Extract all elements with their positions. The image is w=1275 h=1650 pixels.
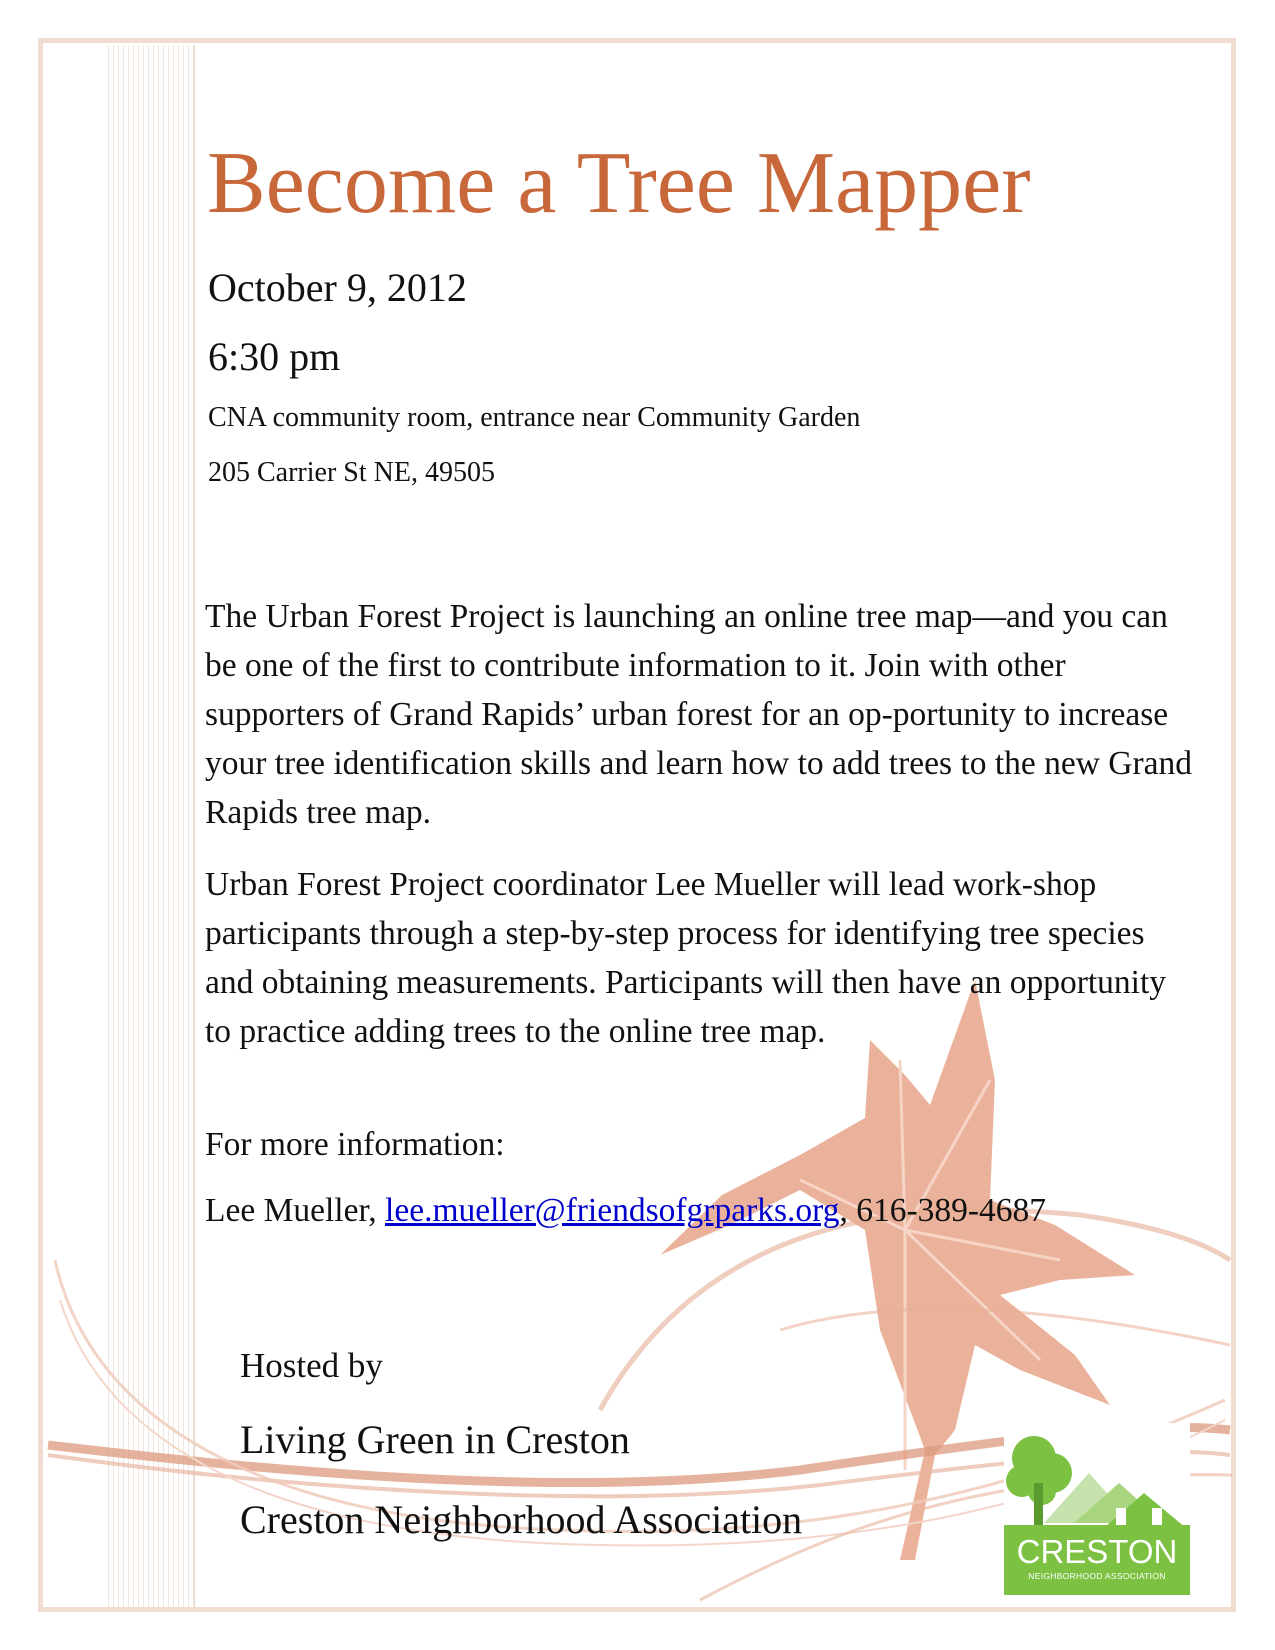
event-time: 6:30 pm — [208, 334, 341, 379]
contact-line — [205, 1192, 1046, 1230]
host-creston-association: Creston Neighborhood Association — [240, 1497, 803, 1542]
more-info-label: For more information: — [205, 1126, 505, 1163]
event-address: 205 Carrier St NE, 49505 — [208, 457, 495, 488]
contact-phone: , 616-389-4687 — [839, 1192, 1047, 1229]
creston-logo — [1004, 1423, 1194, 1595]
logo-subtitle: NEIGHBORHOOD ASSOCIATION — [1028, 1571, 1166, 1581]
event-location: CNA community room, entrance near Community Garden — [208, 402, 861, 433]
description-paragraph-1: The Urban Forest Project is launching an online tree map—and you can be one of the first to contribute information to it. Join with other supporters of Grand Rapids’ urban forest for an op-portunity to increase your tree identification skills and learn how to add trees to the new Grand Rapids tree map. — [205, 598, 1193, 831]
contact-email-link[interactable]: lee.mueller@friendsofgrparks.org — [385, 1192, 840, 1229]
description-paragraph-2: Urban Forest Project coordinator Lee Mueller will lead work-shop participants through a step-by-step process for identifying tree species and obtaining measurements. Participants will then have an opportunity to practice adding trees to the online tree map. — [205, 866, 1167, 1050]
hosted-by-label: Hosted by — [240, 1346, 383, 1385]
host-living-green: Living Green in Creston — [240, 1417, 630, 1462]
logo-word: CRESTON — [1016, 1533, 1178, 1570]
event-date: October 9, 2012 — [208, 265, 467, 310]
flyer-title: Become a Tree Mapper — [207, 135, 1031, 232]
contact-name: Lee Mueller, — [205, 1192, 386, 1229]
